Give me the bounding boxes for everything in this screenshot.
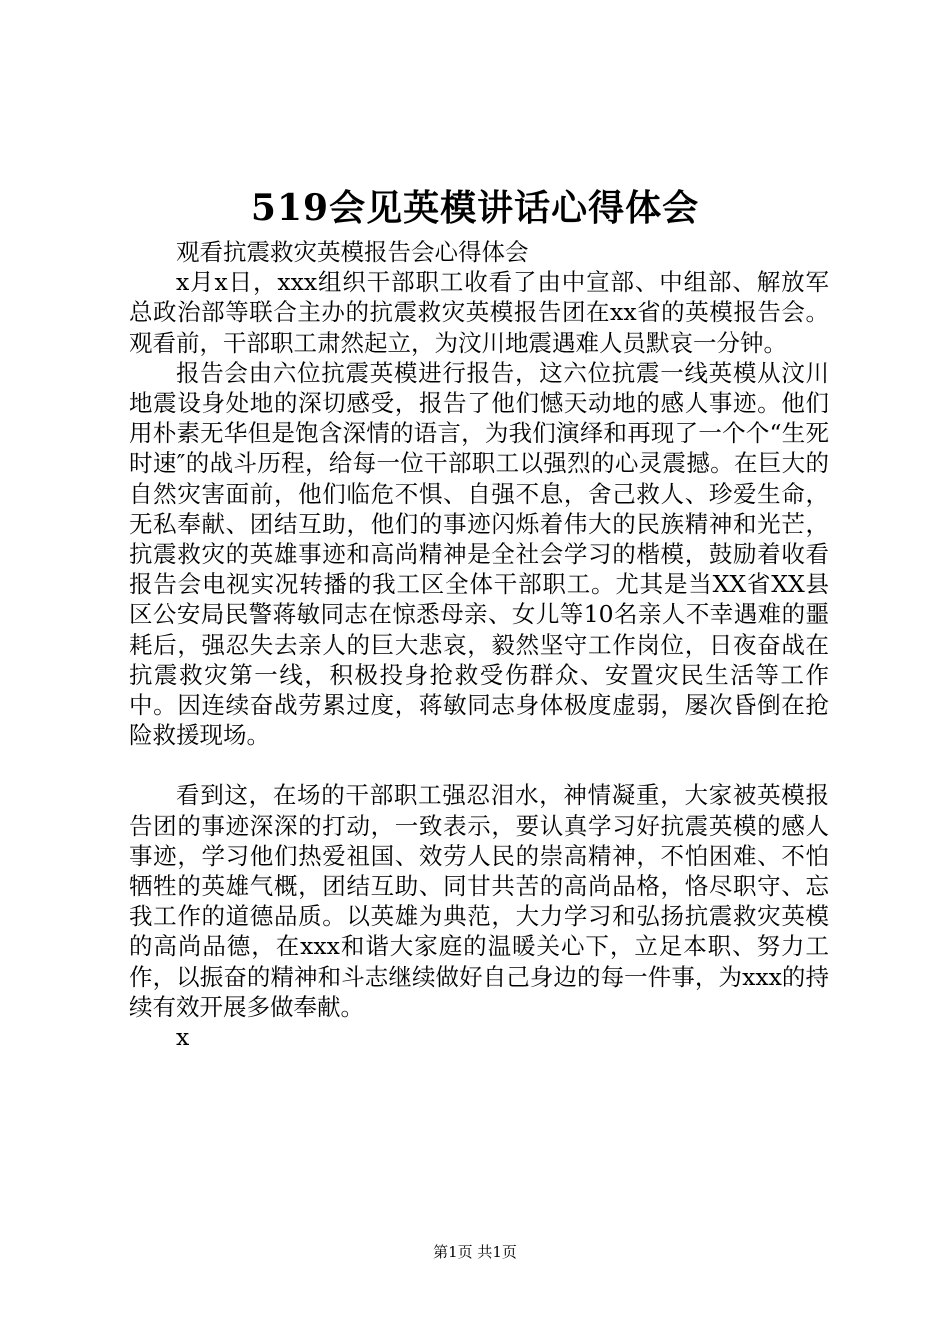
- paragraph-closing: x: [176, 1023, 190, 1052]
- page-number-footer: 第1页 共1页: [433, 1243, 517, 1261]
- paragraph-report: 报告会由六位抗震英模进行报告，这六位抗震一线英模从汶川地震设身处地的深切感受，报告了他们憾天动地的感人事迹。他们用朴素无华但是饱含深情的语言，为我们演绎和再现了一个个“生死时速″的战斗历程，给每一位干部职工以强烈的心灵震撼。在巨大的自然灾害面前，他们临危不惧、自强不息，舍己救人、珍爱生命，无私奉献、团结互助，他们的事迹闪烁着伟大的民族精神和光芒，抗震救灾的英雄事迹和高尚精神是全社会学习的楷模，鼓励着收看报告会电视实况转播的我工区全体干部职工。尤其是当XX省XX县区公安局民警蒋敏同志在惊悉母亲、女儿等10名亲人不幸遇难的噩耗后，强忍失去亲人的巨大悲哀，毅然坚守工作岗位，日夜奋战在抗震救灾第一线，积极投身抢救受伤群众、安置灾民生活等工作中。因连续奋战劳累过度，蒋敏同志身体极度虚弱，屡次昏倒在抢险救援现场。: [129, 358, 829, 750]
- document-body: [129, 237, 829, 1052]
- paragraph-reflection: 看到这，在场的干部职工强忍泪水，神情凝重，大家被英模报告团的事迹深深的打动，一致表示，要认真学习好抗震英模的感人事迹，学习他们热爱祖国、效劳人民的崇高精神，不怕困难、不怕牺牲的英雄气概，团结互助、同甘共苦的高尚品格，恪尽职守、忘我工作的道德品质。以英雄为典范，大力学习和弘扬抗震救灾英模的高尚品德，在xxx和谐大家庭的温暖关心下，立足本职、努力工作，以振奋的精神和斗志继续做好自己身边的每一件事，为xxx的持续有效开展多做奉献。: [129, 781, 829, 1021]
- paragraph-subtitle: 观看抗震救灾英模报告会心得体会: [176, 238, 529, 266]
- document-title: 519会见英模讲话心得体会: [250, 187, 700, 229]
- paragraph-intro: x月x日，xxx组织干部职工收看了由中宣部、中组部、解放军总政治部等联合主办的抗震救灾英模报告团在xx省的英模报告会。观看前，干部职工肃然起立，为汶川地震遇难人员默哀一分钟。: [129, 268, 829, 357]
